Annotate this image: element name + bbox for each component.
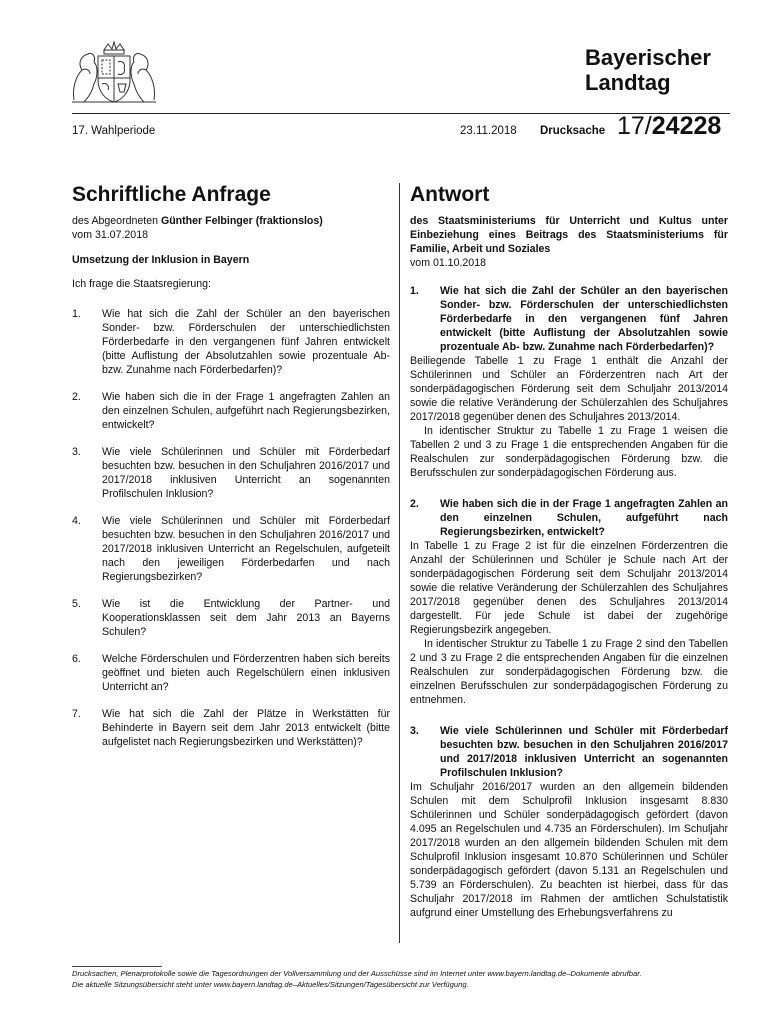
answer-column — [410, 183, 728, 920]
footer-divider — [72, 966, 162, 967]
drucksache-label: Drucksache — [540, 125, 606, 137]
question-text: Wie ist die Entwicklung der Partner- und Kooperationsklassen seit dem Jahr 2013 an Bayerns Schulen? — [102, 598, 390, 638]
answer-question-3 — [410, 724, 728, 780]
question-number: 4. — [72, 515, 81, 527]
question-number: 2. — [72, 391, 81, 403]
inquiry-title: Schriftliche Anfrage — [72, 183, 271, 206]
answer-date: vom 01.10.2018 — [410, 257, 486, 269]
question-number: 2. — [410, 498, 419, 510]
question-number: 3. — [72, 446, 81, 458]
question-number: 3. — [410, 725, 419, 737]
inquiry-intro: Ich frage die Staatsregierung: — [72, 278, 211, 290]
footer-note — [72, 968, 732, 990]
footer-line-1: Drucksachen, Plenarprotokolle sowie die Tagesordnungen der Vollversammlung und der Ausschüsse sind im Internet unter www.bayern.landtag.de–Dokumente abrufbar. — [72, 969, 642, 978]
answer-paragraph: Im Schuljahr 2016/2017 wurden an den allgemein bildenden Schulen mit dem Schulprofil Inklusion insgesamt 8.830 Schülerinnen und Schüler sonderpädagogisch gefördert (davon 4.095 an Regelschulen und 4.735 an Förderschulen). Im Schuljahr 2017/2018 wurden an den allgemein bildenden Schulen mit dem Schulprofil Inklusion insgesamt 10.870 Schülerinnen und Schüler sonderpädagogisch gefördert (davon 5.131 an Regelschulen und 5.739 an Förderschulen). Zu beachten ist hierbei, dass für das Schuljahr 2017/2018 im Rahmen der amtlichen Schulstatistik aufgrund einer Umstellung des Erhebungsverfahrens zu — [410, 781, 728, 919]
bavarian-coat-of-arms-logo — [68, 40, 160, 106]
question-item — [72, 390, 390, 432]
question-number: 5. — [72, 598, 81, 610]
spacer — [410, 707, 728, 724]
question-item — [72, 652, 390, 694]
question-item — [72, 307, 390, 377]
answer-paragraph: In Tabelle 1 zu Frage 2 ist für die einzelnen Förderzentren die Anzahl der Schülerinnen und Schüler je Schule nach Art der sonderpädagogischen Förderung seit dem Schuljahr 2013/2014 sowie die relative Veränderung der Schülerzahlen des Schuljahres 2017/2018 gegenüber denen des Schuljahres 2013/2014 dargestellt. Für jede Schule ist dabei der zugehörige Regierungsbezirk angegeben. — [410, 540, 728, 636]
inquiry-author — [72, 214, 390, 228]
question-number: 6. — [72, 653, 81, 665]
question-text: Wie hat sich die Zahl der Schüler an den bayerischen Sonder- bzw. Förderschulen der unterschiedlichsten Förderbedarfe in den vergangenen fünf Jahren entwickelt (bitte Auflistung der Absolutzahlen sowie prozentuale Ab- bzw. Zunahme nach Förderbedarfen)? — [102, 308, 390, 376]
author-name: Günther Felbinger (fraktionslos) — [160, 215, 323, 227]
question-number: 7. — [72, 708, 81, 720]
question-text: Wie haben sich die in der Frage 1 angefragten Zahlen an den einzelnen Schulen, aufgeführt nach Regierungsbezirken, entwickelt? — [440, 498, 728, 538]
answer-question-1 — [410, 284, 728, 354]
question-item — [72, 707, 390, 749]
question-number: 1. — [410, 285, 419, 297]
inquiry-date: vom 31.07.2018 — [72, 229, 148, 241]
answer-paragraph: Beiliegende Tabelle 1 zu Frage 1 enthält die Anzahl der Schülerinnen und Schüler an Förderzentren nach Art der sonderpädagogischen Förderung seit dem Schuljahr 2013/2014 sowie die relative Veränderung der Schülerzahlen des Schuljahres 2017/2018 gegenüber denen des Schuljahres 2013/2014. — [410, 355, 728, 423]
question-text: Wie hat sich die Zahl der Plätze in Werkstätten für Behinderte in Bayern seit dem Jahr 2013 entwickelt (bitte aufgelistet nach Regierungsbezirken und Werkstätten)? — [102, 708, 390, 748]
institution-line-1: Bayerischer — [585, 45, 711, 70]
spacer — [410, 270, 728, 284]
question-item — [72, 597, 390, 639]
inquiry-column — [72, 183, 390, 762]
question-text: Wie viele Schülerinnen und Schüler mit Förderbedarf besuchten bzw. besuchen in den Schuljahren 2016/2017 und 2017/2018 inklusiven Unterricht an sogenannten Profilschulen Inklusion? — [440, 725, 728, 779]
institution-name — [585, 45, 733, 95]
question-item — [72, 514, 390, 584]
document-date: 23.11.2018 — [460, 125, 517, 137]
drucksache-id: 24228 — [651, 112, 722, 140]
answer-ministry: des Staatsministeriums für Unterricht und Kultus unter Einbeziehung eines Beitrags des Staatsministeriums für Familie, Arbeit und Soziales — [410, 215, 728, 255]
column-divider — [399, 183, 400, 943]
question-text: Welche Förderschulen und Förderzentren haben sich bereits geöffnet und bieten auch Regelschülern einen inklusiven Unterricht an? — [102, 653, 390, 693]
question-text: Wie hat sich die Zahl der Schüler an den bayerischen Sonder- bzw. Förderschulen der unterschiedlichsten Förderbedarfe in den vergangenen fünf Jahren entwickelt (bitte Auflistung der Absolutzahlen sowie prozentuale Ab- bzw. Zunahme nach Förderbedarfen)? — [440, 285, 728, 353]
answer-question-2 — [410, 497, 728, 539]
answer-title: Antwort — [410, 183, 490, 206]
inquiry-subject: Umsetzung der Inklusion in Bayern — [72, 254, 250, 266]
footer-line-2: Die aktuelle Sitzungsübersicht steht unter www.bayern.landtag.de–Aktuelles/Sitzungen/Tagesübersicht zur Verfügung. — [72, 980, 469, 989]
spacer — [410, 480, 728, 497]
author-prefix: des Abgeordneten — [72, 215, 161, 227]
institution-line-2: Landtag — [585, 70, 671, 95]
question-item — [72, 445, 390, 501]
drucksache-number — [617, 112, 721, 140]
question-text: Wie viele Schülerinnen und Schüler mit Förderbedarf besuchten bzw. besuchen in den Schuljahren 2016/2017 und 2017/2018 inklusiven Unterricht an sogenannten Profilschulen Inklusion? — [102, 446, 390, 500]
answer-paragraph: In identischer Struktur zu Tabelle 1 zu Frage 2 sind den Tabellen 2 und 3 zu Frage 2 die entsprechenden Angaben für die einzelnen Realschulen zur sonderpädagogischen Förderung bzw. die einzelnen Berufsschulen zur sonderpädagogischen Förderung zu entnehmen. — [410, 638, 728, 706]
question-text: Wie haben sich die in der Frage 1 angefragten Zahlen an den einzelnen Schulen, aufgeführt nach Regierungsbezirken, entwickelt? — [102, 391, 390, 431]
question-text: Wie viele Schülerinnen und Schüler mit Förderbedarf besuchten bzw. besuchen in den Schuljahren 2016/2017 und 2017/2018 inklusiven Unterricht an Regelschulen, aufgeteilt nach den jeweiligen Förderbedarfen und nach Regierungsbezirken? — [102, 515, 390, 583]
answer-paragraph: In identischer Struktur zu Tabelle 1 zu Frage 1 weisen die Tabellen 2 und 3 zu Frage 1 die entsprechenden Angaben für die Realschulen zur sonderpädagogischen Förderung bzw. die Berufsschulen zur sonderpädagogischen Förderung aus. — [410, 425, 728, 479]
question-number: 1. — [72, 308, 81, 320]
drucksache-prefix: 17/ — [617, 112, 652, 140]
wahlperiode: 17. Wahlperiode — [72, 125, 156, 137]
